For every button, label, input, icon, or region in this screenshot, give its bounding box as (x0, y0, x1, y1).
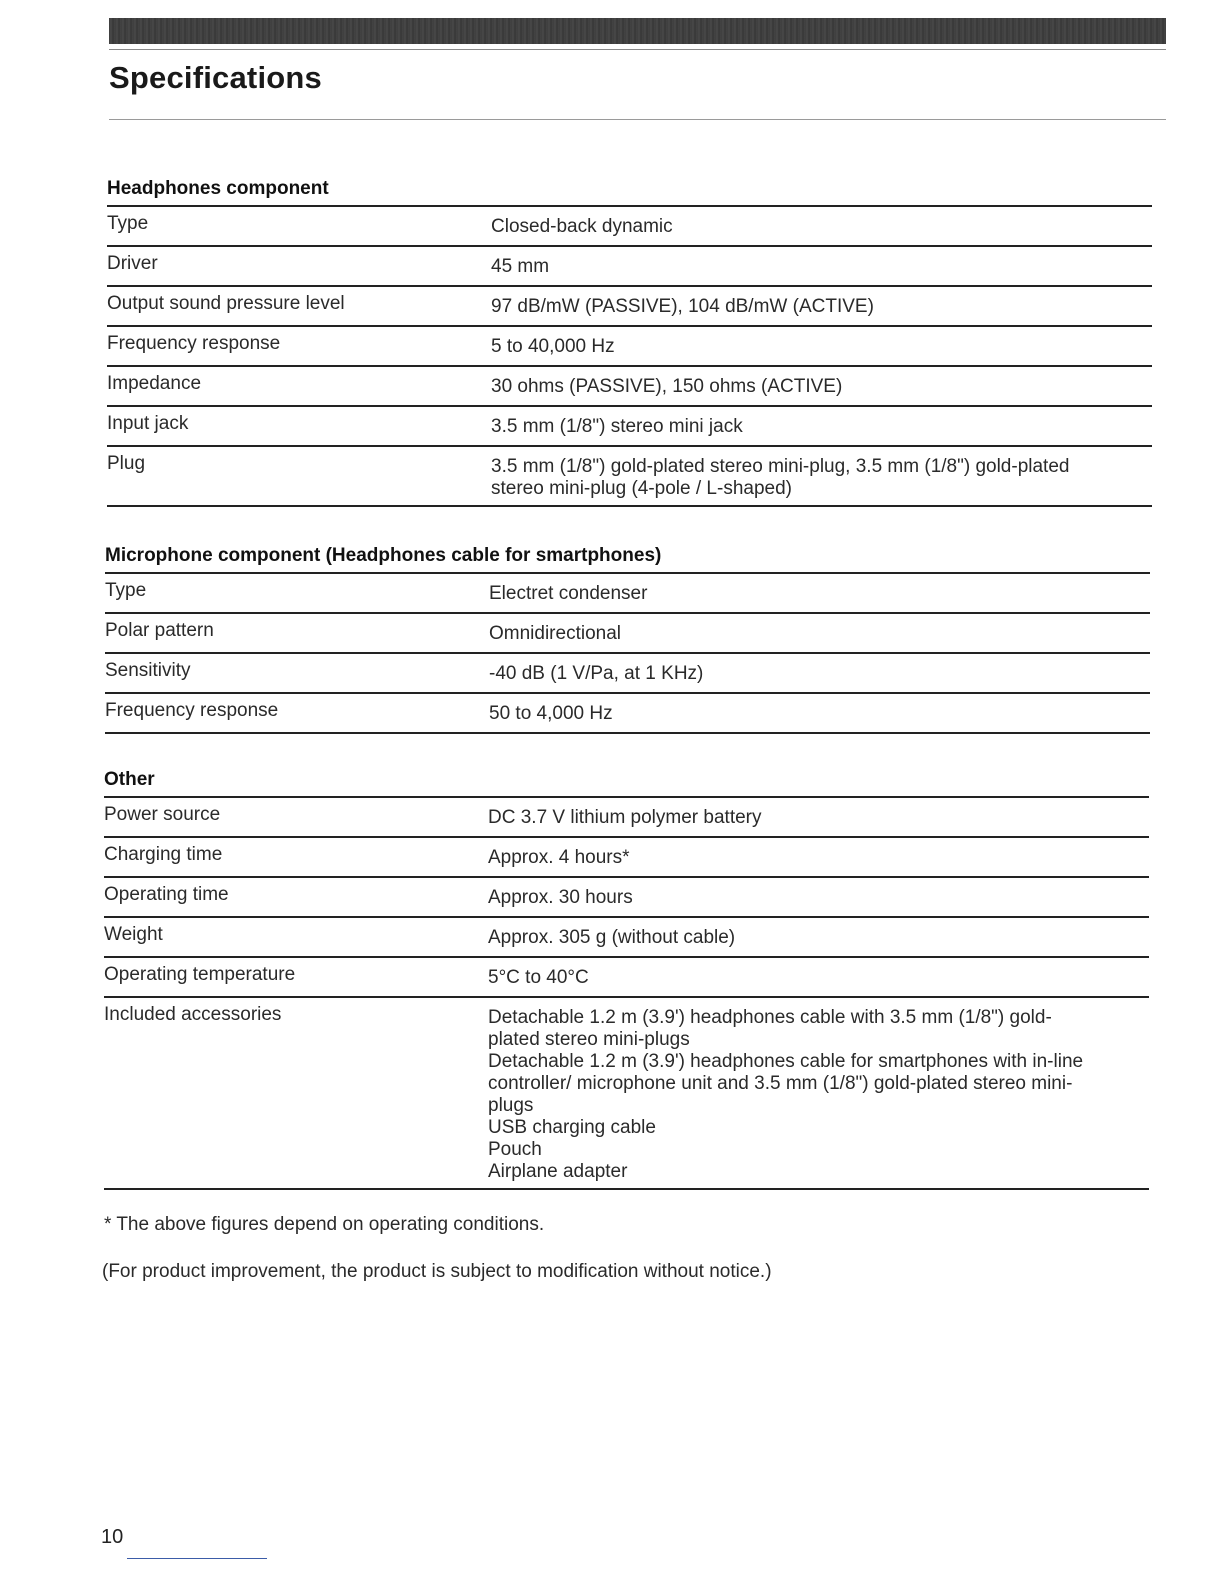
value-line: stereo mini-plug (4-pole / L-shaped) (491, 478, 792, 499)
value-line: Airplane adapter (488, 1161, 628, 1182)
spec-label: Frequency response (105, 700, 279, 721)
spec-value: 3.5 mm (1/8") stereo mini jack (491, 416, 743, 437)
spec-value: Approx. 30 hours (488, 887, 633, 908)
spec-value: DC 3.7 V lithium polymer battery (488, 807, 762, 828)
spec-row (105, 654, 1150, 694)
value-line: controller/ microphone unit and 3.5 mm (1/8") gold-plated stereo mini- (488, 1073, 1073, 1094)
spec-value: 5°C to 40°C (488, 967, 589, 988)
page-number: 10 (101, 1526, 124, 1548)
spec-value: Approx. 4 hours* (488, 847, 630, 868)
spec-value: Closed-back dynamic (491, 216, 673, 237)
spec-row (105, 614, 1150, 654)
spec-label: Impedance (107, 373, 202, 394)
spec-label: Weight (104, 924, 163, 945)
spec-row (104, 878, 1149, 918)
spec-row (107, 247, 1152, 287)
spec-row (104, 998, 1149, 1190)
value-line: Detachable 1.2 m (3.9') headphones cable with 3.5 mm (1/8") gold- (488, 1007, 1052, 1028)
spec-row (105, 694, 1150, 734)
spec-value: -40 dB (1 V/Pa, at 1 KHz) (489, 663, 704, 684)
section-heading: Headphones component (107, 178, 329, 199)
spec-row (107, 287, 1152, 327)
headphones-section (107, 178, 1152, 507)
spec-row (104, 958, 1149, 998)
spec-label: Included accessories (104, 1004, 282, 1025)
spec-label: Frequency response (107, 333, 281, 354)
spec-label: Polar pattern (105, 620, 214, 641)
spec-row (104, 798, 1149, 838)
spec-value (488, 998, 1149, 1188)
footnote: * The above figures depend on operating conditions. (104, 1214, 545, 1235)
spec-value: 45 mm (491, 256, 550, 277)
spec-table (107, 205, 1152, 507)
spec-value: 97 dB/mW (PASSIVE), 104 dB/mW (ACTIVE) (491, 296, 874, 317)
section-heading: Other (104, 769, 155, 790)
spec-value (491, 447, 1152, 505)
spec-label: Sensitivity (105, 660, 191, 681)
value-line: USB charging cable (488, 1117, 656, 1138)
value-line: plugs (488, 1095, 534, 1116)
spec-value: Electret condenser (489, 583, 648, 604)
other-section (104, 769, 1149, 1190)
spec-row (104, 918, 1149, 958)
value-line: 3.5 mm (1/8") gold-plated stereo mini-plug, 3.5 mm (1/8") gold-plated (491, 456, 1070, 477)
spec-label: Input jack (107, 413, 189, 434)
microphone-section (105, 545, 1150, 734)
spec-row (104, 838, 1149, 878)
spec-label: Operating temperature (104, 964, 296, 985)
footer-rule (127, 1558, 267, 1559)
page-title: Specifications (109, 60, 322, 95)
spec-row (107, 327, 1152, 367)
spec-row (107, 207, 1152, 247)
title-rule (109, 119, 1166, 120)
spec-label: Charging time (104, 844, 223, 865)
spec-label: Operating time (104, 884, 229, 905)
spec-value: 50 to 4,000 Hz (489, 703, 613, 724)
spec-label: Driver (107, 253, 158, 274)
spec-label: Type (107, 213, 149, 234)
spec-table (105, 572, 1150, 734)
spec-value: 30 ohms (PASSIVE), 150 ohms (ACTIVE) (491, 376, 843, 397)
header-rule (109, 49, 1166, 50)
spec-label: Power source (104, 804, 221, 825)
spec-value: 5 to 40,000 Hz (491, 336, 615, 357)
spec-row (107, 407, 1152, 447)
section-heading: Microphone component (Headphones cable for smartphones) (105, 545, 662, 566)
spec-label: Output sound pressure level (107, 293, 345, 314)
value-line: plated stereo mini-plugs (488, 1029, 690, 1050)
spec-table (104, 796, 1149, 1190)
spec-row (107, 447, 1152, 507)
spec-label: Plug (107, 453, 146, 474)
spec-value: Omnidirectional (489, 623, 621, 644)
spec-row (105, 574, 1150, 614)
value-line: Detachable 1.2 m (3.9') headphones cable for smartphones with in-line (488, 1051, 1084, 1072)
header-bar (109, 18, 1166, 44)
spec-row (107, 367, 1152, 407)
spec-value: Approx. 305 g (without cable) (488, 927, 736, 948)
modification-notice: (For product improvement, the product is subject to modification without notice.) (102, 1261, 772, 1282)
spec-label: Type (105, 580, 147, 601)
value-line: Pouch (488, 1139, 542, 1160)
